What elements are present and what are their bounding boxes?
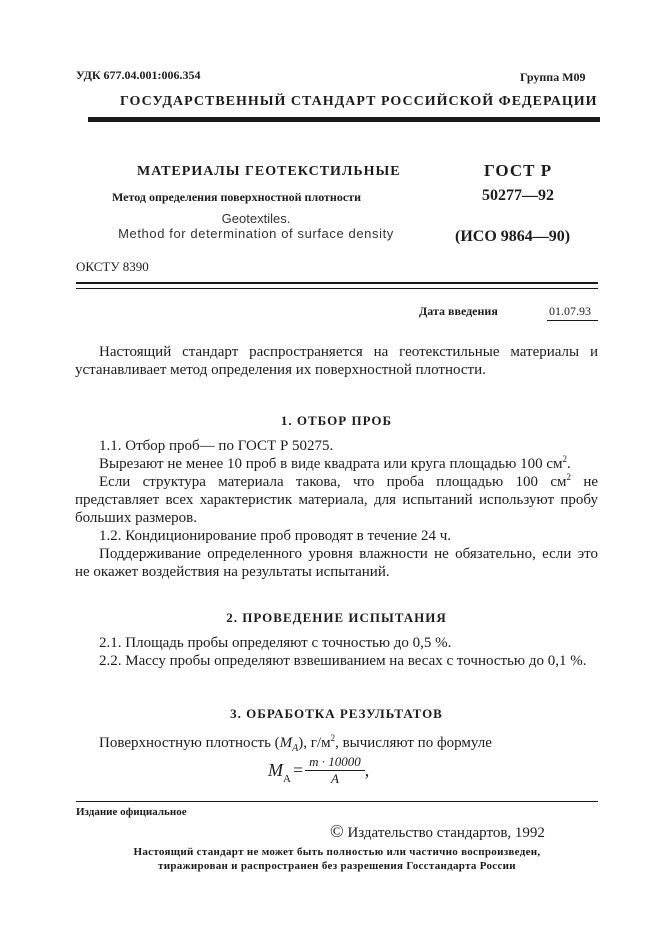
footer-rule [76,801,598,802]
section-3-title: 3. ОБРАБОТКА РЕЗУЛЬТАТОВ [230,706,443,721]
notice-line-1: Настоящий стандарт не может быть полностью или частично воспроизведен, [133,846,541,858]
section-3-p1-sup: 2 [330,733,336,743]
intro-date-label: Дата введения [419,304,498,318]
section-3-p1-symbol: M [279,735,293,751]
english-title-line2: Method for determination of surface density [118,226,394,241]
intro-date-value: 01.07.93 [549,304,591,318]
section-3-p1-b: ), г/м [298,735,331,751]
english-title [106,211,406,241]
intro-text: Настоящий стандарт распространяется на геотекстильные материалы и устанавливает метод определения их поверхностной плотности. [75,344,598,378]
title-rule-2 [76,288,598,289]
section-1-p3 [75,473,598,527]
formula-tail: , [364,760,370,780]
gost-label: ГОСТ Р [484,161,553,180]
copyright [330,821,545,842]
gost-number: 50277—92 [482,187,554,204]
formula-denominator: A [330,771,339,786]
section-3-p1-a: Поверхностную плотность ( [99,735,280,751]
section-1-p2 [75,455,598,473]
header-rule [88,117,600,122]
title-rule-1 [76,282,598,284]
edition-label: Издание официальное [76,806,187,818]
intro-paragraph [75,343,598,379]
section-1-p2-text: Вырезают не менее 10 проб в виде квадрата или круга площадью 100 см [99,456,563,472]
iso-reference: (ИСО 9864—90) [455,228,571,245]
udk-code: УДК 677.04.001:006.354 [76,68,201,82]
section-1-title: 1. ОТБОР ПРОБ [280,413,393,428]
section-1-p5: Поддерживание определенного уровня влажности не обязательно, если это не окажет воздействия на результаты испытаний. [75,546,598,580]
state-standard-heading: ГОСУДАРСТВЕННЫЙ СТАНДАРТ РОССИЙСКОЙ ФЕДЕРАЦИИ [120,94,598,109]
section-2-body [75,634,598,670]
section-1-p4: 1.2. Кондиционирование проб проводят в течение 24 ч. [99,528,452,544]
section-1-p2-sup: 2 [562,454,568,464]
group-code: Группа М09 [520,70,586,84]
formula-lhs-sub: A [283,773,291,785]
section-1-p3-end: не представляет всех характеристик материала, для испытаний используют пробу больших размеров. [75,474,599,526]
english-title-line1: Geotextiles. [221,211,291,226]
formula-numerator: m · 10000 [305,754,365,771]
section-1-p1: 1.1. Отбор проб— по ГОСТ Р 50275. [99,438,334,454]
section-2-p2: 2.2. Массу пробы определяют взвешиванием на весах с точностью до 0,1 %. [99,653,587,669]
formula-lhs: M [268,760,283,780]
section-1-p2-end: . [567,456,571,472]
section-3-p1-sub: A [292,743,299,754]
copyright-notice [76,845,598,873]
section-2-p1: 2.1. Площадь пробы определяют с точностью до 0,5 %. [99,635,452,651]
intro-date-underline [547,320,598,321]
formula [268,754,369,787]
section-1-p3-text: Если структура материала такова, что проба площадью 100 см [99,474,567,490]
section-2-title: 2. ПРОВЕДЕНИЕ ИСПЫТАНИЯ [226,610,447,625]
section-1-p3-sup: 2 [566,472,571,482]
doc-title: МАТЕРИАЛЫ ГЕОТЕКСТИЛЬНЫЕ [137,164,401,179]
doc-subtitle: Метод определения поверхностной плотности [112,190,361,204]
section-3-p1-c: , вычисляют по формуле [335,735,492,751]
section-1-body [75,437,598,581]
copyright-text: Издательство стандартов, 1992 [347,825,545,841]
formula-equals: = [292,760,304,780]
copyright-icon: © [330,821,344,841]
formula-fraction [305,754,365,787]
notice-line-2: тиражирован и распространен без разрешения Госстандарта России [158,860,516,872]
okstu-code: ОКСТУ 8390 [76,259,149,274]
